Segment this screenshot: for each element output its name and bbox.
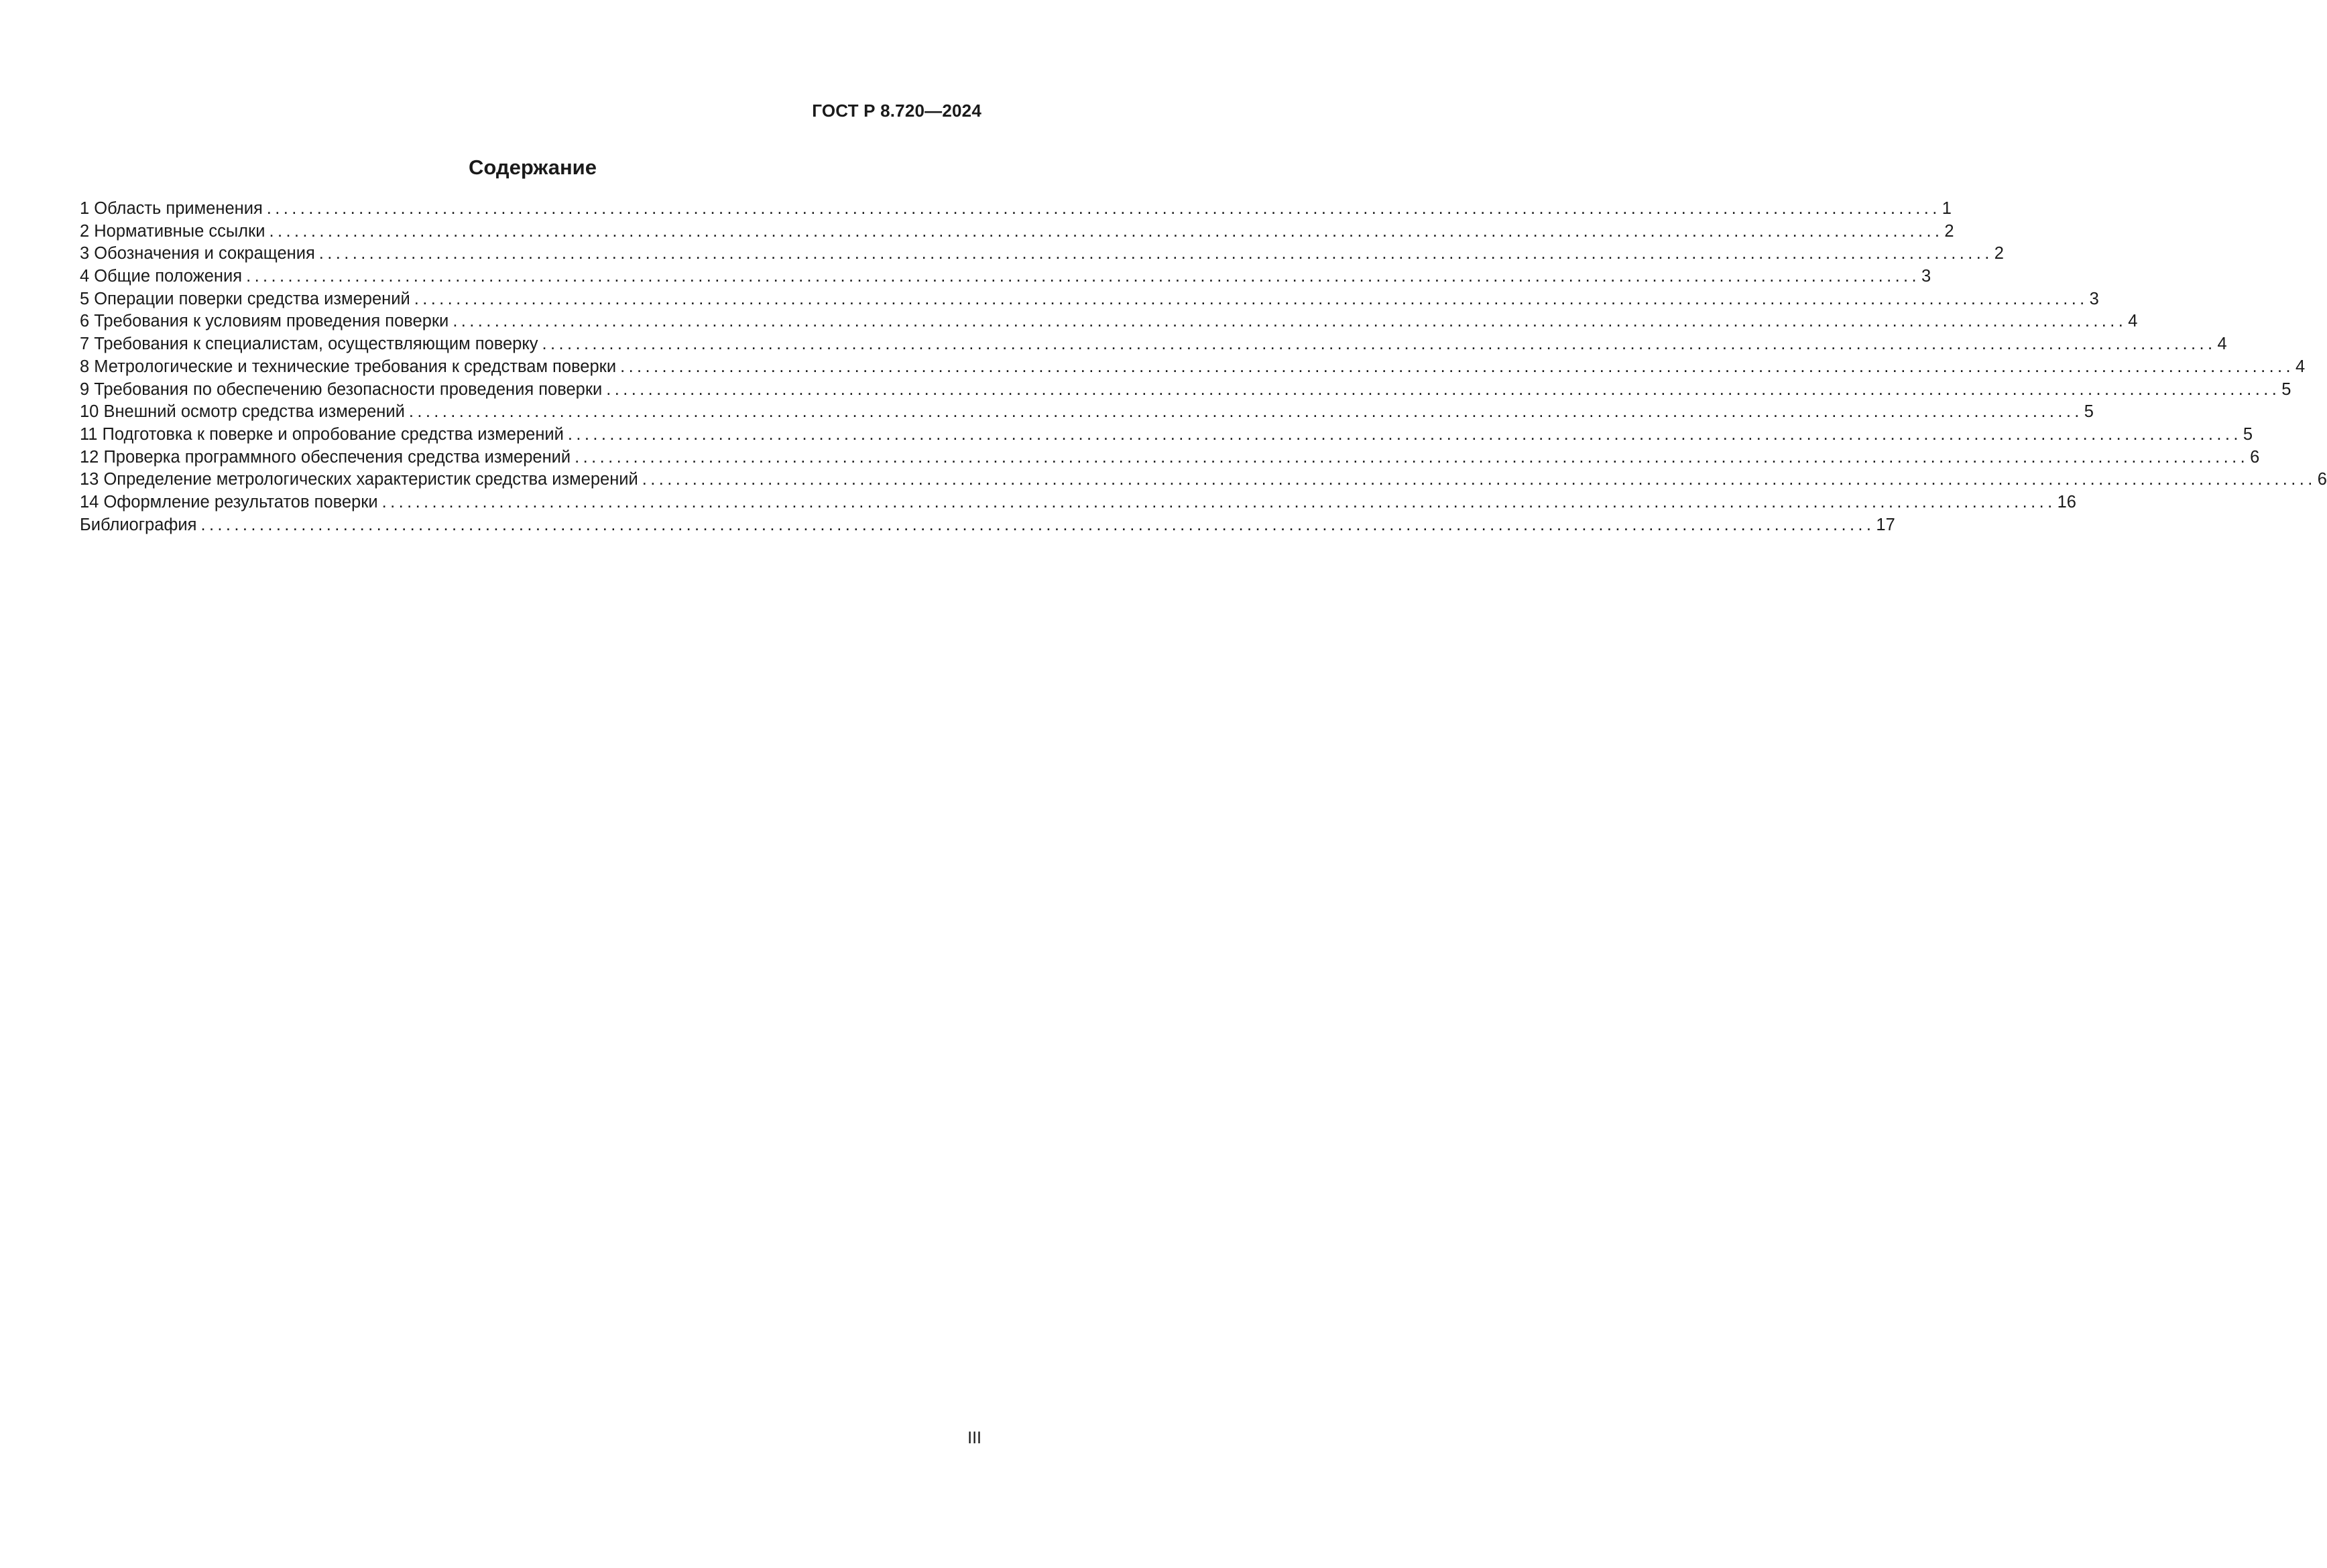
toc-entry[interactable]	[80, 446, 2260, 469]
toc-entry-page: 5	[2084, 402, 2094, 422]
toc-entry-label: 13 Определение метрологических характеристик средства измерений	[80, 470, 638, 489]
toc-entry[interactable]	[80, 491, 2076, 514]
toc-leader-dots: ........................................................................................................................................................................................................	[453, 312, 2127, 331]
toc-entry[interactable]	[80, 401, 2094, 424]
toc-title: Содержание	[469, 156, 597, 179]
toc-entry-label: 9 Требования по обеспечению безопасности проведения поверки	[80, 379, 603, 399]
toc-entry-page: 2	[1994, 244, 2004, 263]
toc-entry-page: 4	[2295, 357, 2306, 376]
toc-leader-dots: ........................................................................................................................................................................................................	[620, 357, 2295, 376]
toc-entry-label: 3 Обозначения и сокращения	[80, 244, 315, 263]
toc-entry[interactable]	[80, 356, 2306, 379]
toc-entry-label: 1 Область применения	[80, 199, 263, 218]
toc-entry-label: 2 Нормативные ссылки	[80, 221, 265, 241]
document-code: ГОСТ Р 8.720—2024	[812, 101, 981, 121]
toc-entry[interactable]	[80, 333, 2227, 356]
toc-entry-page: 16	[2057, 492, 2076, 511]
toc-entry[interactable]	[80, 469, 2327, 491]
toc-entry-label: Библиография	[80, 515, 197, 534]
toc-entry[interactable]	[80, 310, 2138, 333]
toc-leader-dots: ........................................................................................................................................................................................................	[246, 267, 1921, 286]
toc-leader-dots: ........................................................................................................................................................................................................	[575, 447, 2249, 467]
toc-entry-page: 2	[1944, 221, 1954, 241]
toc-entry-label: 7 Требования к специалистам, осуществляющим поверку	[80, 335, 538, 354]
toc-entry[interactable]	[80, 243, 2004, 265]
toc-entry-label: 12 Проверка программного обеспечения средства измерений	[80, 447, 571, 467]
toc-entry-label: 5 Операции поверки средства измерений	[80, 289, 410, 308]
toc-leader-dots: ........................................................................................................................................................................................................	[381, 492, 2056, 511]
toc-entry-page: 6	[2317, 470, 2327, 489]
toc-leader-dots: ........................................................................................................................................................................................................	[269, 221, 1944, 241]
toc-leader-dots: ........................................................................................................................................................................................................	[542, 335, 2216, 354]
toc-entry-page: 5	[2281, 379, 2291, 399]
toc-leader-dots: ........................................................................................................................................................................................................	[266, 199, 1941, 218]
toc-entry-page: 3	[2089, 289, 2099, 308]
toc-entry-page: 17	[1876, 515, 1895, 534]
toc-leader-dots: ........................................................................................................................................................................................................	[606, 379, 2281, 399]
toc-leader-dots: ........................................................................................................................................................................................................	[318, 244, 1993, 263]
toc-entry-page: 6	[2250, 447, 2260, 467]
toc-entry-label: 10 Внешний осмотр средства измерений	[80, 402, 405, 422]
toc-entry-page: 4	[2217, 335, 2227, 354]
page-number: III	[967, 1429, 981, 1447]
toc-entry-label: 14 Оформление результатов поверки	[80, 492, 378, 511]
toc-entry-page: 4	[2128, 312, 2138, 331]
toc-entry-label: 6 Требования к условиям проведения поверки	[80, 312, 449, 331]
toc-entry[interactable]	[80, 221, 1954, 243]
toc-leader-dots: ........................................................................................................................................................................................................	[414, 289, 2088, 308]
toc-entry[interactable]	[80, 288, 2099, 311]
toc-leader-dots: ........................................................................................................................................................................................................	[567, 424, 2242, 444]
toc-entry-page: 1	[1942, 199, 1952, 218]
toc-leader-dots: ........................................................................................................................................................................................................	[642, 470, 2316, 489]
toc-entry-label: 11 Подготовка к поверке и опробование средства измерений	[80, 424, 564, 444]
toc-entry-label: 4 Общие положения	[80, 267, 243, 286]
toc-entry[interactable]	[80, 379, 2291, 402]
toc-entry[interactable]	[80, 514, 1895, 537]
toc-entry-label: 8 Метрологические и технические требования к средствам поверки	[80, 357, 617, 376]
toc-entry[interactable]	[80, 424, 2253, 446]
table-of-contents	[80, 198, 2327, 536]
toc-leader-dots: ........................................................................................................................................................................................................	[408, 402, 2083, 422]
toc-entry-page: 3	[1921, 267, 1931, 286]
toc-entry[interactable]	[80, 265, 1931, 288]
toc-leader-dots: ........................................................................................................................................................................................................	[200, 515, 1875, 534]
toc-entry-page: 5	[2243, 424, 2253, 444]
toc-entry[interactable]	[80, 198, 1952, 221]
